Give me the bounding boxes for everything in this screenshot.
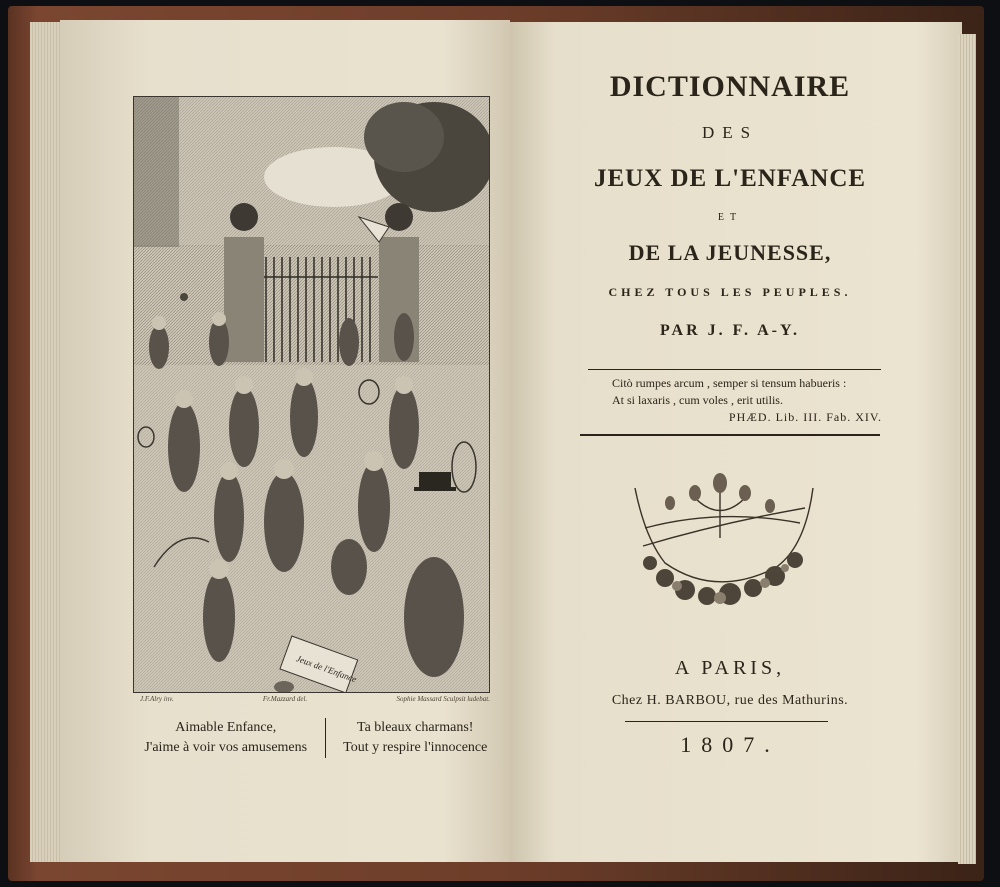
- epigraph-source: PHÆD. Lib. III. Fab. XIV.: [728, 410, 882, 424]
- frontispiece-engraving: [133, 96, 490, 693]
- page-edges-right: [958, 34, 976, 864]
- imprint-rule: [625, 721, 828, 722]
- imprint-year: 1807.: [680, 732, 780, 757]
- title-line-et: ET: [717, 212, 743, 223]
- title-line-jeunesse: DE LA JEUNESSE,: [628, 240, 832, 265]
- credit-inventor: J.F.Alry inv.: [140, 695, 174, 703]
- imprint-publisher: Chez H. BARBOU, rue des Mathurins.: [611, 693, 849, 708]
- motto-rule-bottom: [580, 434, 880, 436]
- engraving-credits: [140, 695, 490, 703]
- caption-right-line-2: Tout y respire l'innocence: [343, 740, 488, 755]
- title-line-des: DES: [701, 123, 759, 142]
- credit-draughtsman: Fr.Mazzard del.: [262, 695, 308, 703]
- title-author: PAR J. F. A-Y.: [659, 322, 801, 339]
- epigraph: [612, 375, 882, 426]
- title-line-peuples: CHEZ TOUS LES PEUPLES.: [608, 285, 852, 299]
- motto-rule-top: [588, 369, 881, 370]
- epigraph-line-2: At si laxaris , cum voles , erit utilis.: [612, 393, 783, 407]
- engraving-sign-text: Jeux de l'Enfance: [294, 653, 358, 685]
- credit-engraver: Sophie Massard Sculpsit ludebat.: [396, 695, 490, 703]
- title-line-jeux: JEUX DE L'ENFANCE: [593, 165, 867, 192]
- imprint-city: A PARIS,: [674, 657, 786, 679]
- caption-left-line-1: Aimable Enfance,: [175, 720, 277, 735]
- epigraph-line-1: Citò rumpes arcum , semper si tensum habueris :: [612, 376, 847, 390]
- caption-left-line-2: J'aime à voir vos amusemens: [144, 740, 308, 755]
- caption-right-line-1: Ta bleaux charmans!: [357, 720, 474, 735]
- frontispiece-caption: [130, 718, 500, 758]
- title-line-dictionnaire: DICTIONNAIRE: [609, 70, 851, 103]
- floral-vignette: [625, 468, 820, 628]
